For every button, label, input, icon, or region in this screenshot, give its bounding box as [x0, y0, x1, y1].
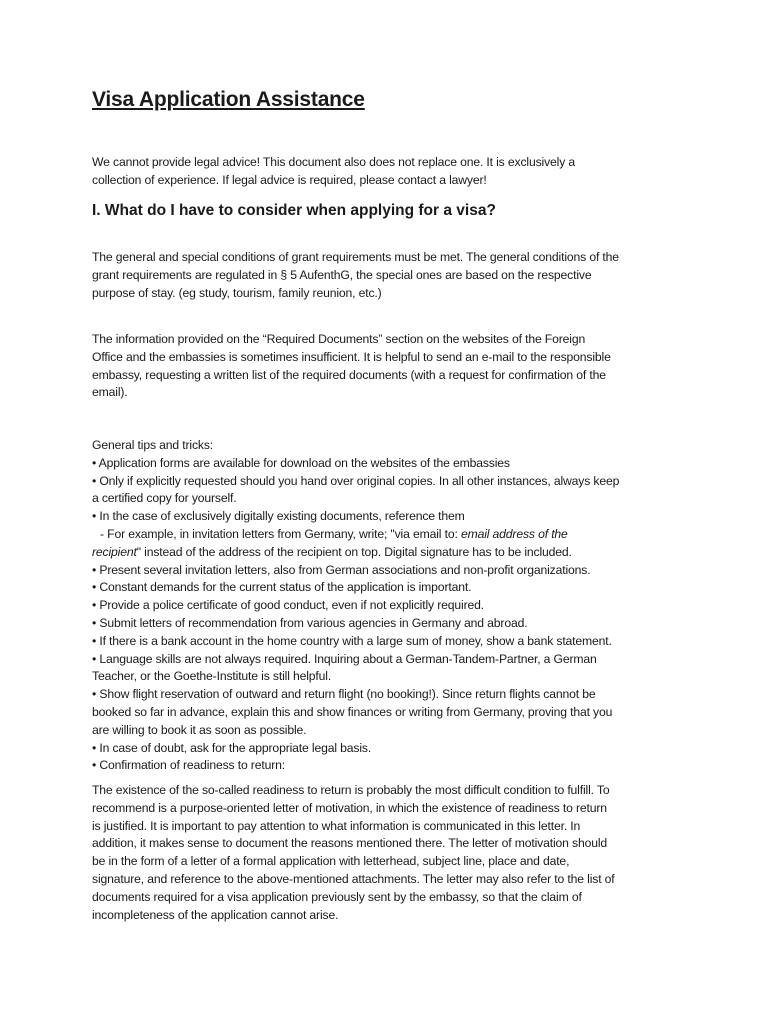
- text-line: documents required for a visa application previously sent by the embassy, so that the claim of: [92, 889, 582, 904]
- list-item-continuation: a certified copy for yourself.: [92, 491, 237, 506]
- text-line: collection of experience. If legal advice is required, please contact a lawyer!: [92, 172, 487, 187]
- text-line: The general and special conditions of grant requirements must be met. The general conditions of the: [92, 250, 619, 264]
- subitem-text: " instead of the address of the recipient on top. Digital signature has to be included.: [136, 544, 572, 559]
- subitem-text: - For example, in invitation letters from Germany, write; "via email to:: [100, 526, 461, 541]
- text-line: email).: [92, 385, 128, 400]
- list-item: • Present several invitation letters, also from German associations and non-profit organizations.: [92, 562, 591, 577]
- text-line: signature, and reference to the above-mentioned attachments. The letter may also refer to the list of: [92, 871, 615, 886]
- disclaimer-paragraph: [92, 154, 692, 190]
- document-title: Visa Application Assistance: [92, 88, 365, 111]
- text-line: recommend is a purpose-oriented letter of motivation, in which the existence of readiness to return: [92, 800, 607, 815]
- text-line: be in the form of a letter of a formal application with letterhead, subject line, place and date,: [92, 854, 570, 869]
- list-item: • Constant demands for the current status of the application is important.: [92, 580, 472, 595]
- text-line: Office and the embassies is sometimes insufficient. It is helpful to send an e-mail to the responsible: [92, 349, 611, 364]
- text-line: grant requirements are regulated in § 5 AufenthG, the special ones are based on the respective: [92, 267, 592, 282]
- list-item: • Language skills are not always required. Inquiring about a German-Tandem-Partner, a German: [92, 651, 597, 666]
- list-subitem: [92, 526, 692, 544]
- list-item: • In the case of exclusively digitally existing documents, reference them: [92, 509, 465, 524]
- conditions-paragraph: [92, 249, 692, 302]
- section-heading: I. What do I have to consider when applying for a visa?: [92, 202, 496, 219]
- text-line: The information provided on the “Required Documents” section on the websites of the Foreign: [92, 332, 586, 346]
- list-item: • In case of doubt, ask for the appropriate legal basis.: [92, 740, 372, 755]
- list-item: • Show flight reservation of outward and return flight (no booking!). Since return flights cannot be: [92, 687, 596, 702]
- list-item: • Application forms are available for download on the websites of the embassies: [92, 455, 510, 470]
- subitem-italic-text: email address of the: [460, 526, 568, 541]
- documents-paragraph: [92, 331, 692, 402]
- text-line: The existence of the so-called readiness to return is probably the most difficult condition to fulfill. To: [92, 783, 610, 797]
- list-item: • Provide a police certificate of good conduct, even if not explicitly required.: [92, 598, 484, 613]
- list-item: • Confirmation of readiness to return:: [92, 758, 285, 773]
- list-item-continuation: [92, 544, 692, 562]
- text-line: embassy, requesting a written list of the required documents (with a request for confirmation of the: [92, 367, 606, 382]
- tips-list: [92, 437, 692, 775]
- text-line: addition, it makes sense to document the reasons mentioned there. The letter of motivation should: [92, 836, 608, 851]
- tips-heading: General tips and tricks:: [92, 438, 214, 452]
- list-item: • Submit letters of recommendation from various agencies in Germany and abroad.: [92, 615, 528, 630]
- text-line: incompleteness of the application cannot arise.: [92, 907, 339, 922]
- list-item-continuation: booked so far in advance, explain this and show finances or writing from Germany, proving that you: [92, 704, 613, 719]
- text-line: purpose of stay. (eg study, tourism, family reunion, etc.): [92, 285, 382, 300]
- list-item: • If there is a bank account in the home country with a large sum of money, show a bank statement.: [92, 633, 612, 648]
- text-line: We cannot provide legal advice! This document also does not replace one. It is exclusively a: [92, 155, 576, 169]
- list-item: • Only if explicitly requested should you hand over original copies. In all other instances, always keep: [92, 473, 620, 488]
- subitem-italic-text: recipient: [92, 544, 137, 559]
- list-item-continuation: Teacher, or the Goethe-Institute is still helpful.: [92, 669, 332, 684]
- text-line: is justified. It is important to pay attention to what information is communicated in this letter. In: [92, 818, 581, 833]
- return-paragraph: [92, 782, 692, 924]
- list-item-continuation: are willing to book it as soon as possible.: [92, 722, 307, 737]
